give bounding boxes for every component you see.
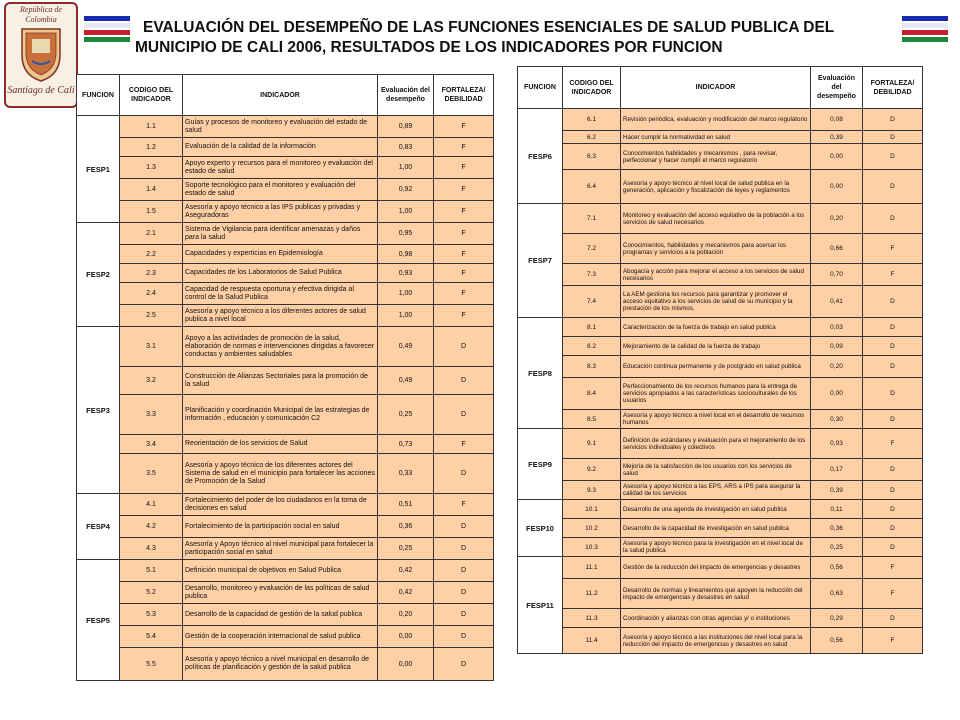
stripe-band-2	[902, 23, 948, 28]
fortaleza-cell: D	[863, 378, 923, 410]
indicators-table-left	[76, 74, 494, 681]
header-fortaleza: FORTALEZA/ DEBILIDAD	[434, 75, 494, 116]
fortaleza-cell: F	[434, 494, 494, 516]
table-row	[77, 283, 494, 305]
codigo-cell: 7.1	[563, 204, 621, 234]
codigo-cell: 7.4	[563, 286, 621, 318]
codigo-cell: 2.3	[120, 264, 183, 283]
fortaleza-cell: F	[434, 264, 494, 283]
fortaleza-cell: D	[434, 538, 494, 560]
indicador-cell: Guías y procesos de monitoreo y evaluación del estado de salud	[183, 116, 378, 138]
fortaleza-cell: F	[434, 435, 494, 454]
codigo-cell: 2.5	[120, 305, 183, 327]
evaluacion-cell: 0,36	[811, 519, 863, 538]
indicador-cell: Abogacía y acción para mejorar el acceso a los servicios de salud necesarios	[621, 264, 811, 286]
stripe-band-1	[902, 16, 948, 21]
indicador-cell: Fortalecimiento del poder de los ciudadanos en la toma de decisiones en salud	[183, 494, 378, 516]
codigo-cell: 3.4	[120, 435, 183, 454]
codigo-cell: 5.3	[120, 604, 183, 626]
table-row	[518, 579, 923, 609]
fortaleza-cell: D	[863, 318, 923, 337]
codigo-cell: 2.2	[120, 245, 183, 264]
fortaleza-cell: D	[863, 459, 923, 481]
evaluacion-cell: 0,51	[378, 494, 434, 516]
evaluacion-cell: 0,00	[811, 144, 863, 170]
header-evaluacion: Evaluación del desempeño	[378, 75, 434, 116]
evaluacion-cell: 0,25	[378, 395, 434, 435]
table-row	[77, 223, 494, 245]
codigo-cell: 1.5	[120, 201, 183, 223]
fortaleza-cell: D	[863, 144, 923, 170]
table-row	[518, 628, 923, 654]
evaluacion-cell: 0,42	[378, 582, 434, 604]
indicador-cell: Apoyo a las actividades de promoción de la salud, elaboración de normas e intervenciones dirigidas a favorecer conductas y ambientes saludables	[183, 327, 378, 367]
table-row	[77, 201, 494, 223]
header-fortaleza: FORTALEZA/ DEBILIDAD	[863, 67, 923, 109]
evaluacion-cell: 0,89	[378, 116, 434, 138]
evaluacion-cell: 0,56	[811, 557, 863, 579]
table-row	[77, 494, 494, 516]
codigo-cell: 5.2	[120, 582, 183, 604]
table-row	[77, 305, 494, 327]
fortaleza-cell: F	[434, 245, 494, 264]
funcion-cell: FESP10	[518, 500, 563, 557]
indicador-cell: La AEM gestiona los recursos para garantizar y promover el acceso equitativo a los servicios de salud de su municipio y la prestación de los mismos.	[621, 286, 811, 318]
table-row	[77, 582, 494, 604]
indicador-cell: Gestión de la reducción del impacto de emergencias y desastres	[621, 557, 811, 579]
evaluacion-cell: 0,93	[378, 264, 434, 283]
evaluacion-cell: 0,11	[811, 500, 863, 519]
table-row	[77, 516, 494, 538]
fortaleza-cell: D	[863, 538, 923, 557]
codigo-cell: 3.5	[120, 454, 183, 494]
codigo-cell: 1.3	[120, 157, 183, 179]
table-row	[77, 264, 494, 283]
fortaleza-cell: D	[863, 204, 923, 234]
indicador-cell: Asesoría y apoyo técnico al nivel local de salud publica en la generación, aplicación y fiscalización de leyes y reglamentos	[621, 170, 811, 204]
codigo-cell: 4.2	[120, 516, 183, 538]
table-row	[518, 378, 923, 410]
codigo-cell: 5.1	[120, 560, 183, 582]
evaluacion-cell: 0,93	[811, 429, 863, 459]
fortaleza-cell: F	[434, 179, 494, 201]
table-row	[518, 286, 923, 318]
codigo-cell: 2.4	[120, 283, 183, 305]
evaluacion-cell: 1,00	[378, 157, 434, 179]
indicador-cell: Definición municipal de objetivos en Salud Publica	[183, 560, 378, 582]
indicador-cell: Perfeccionamiento de los recursos humanos para la entrega de servicios apropiados a las características socioculturales de los usuarios	[621, 378, 811, 410]
fortaleza-cell: D	[434, 454, 494, 494]
table-row	[518, 500, 923, 519]
codigo-cell: 7.3	[563, 264, 621, 286]
funcion-cell: FESP2	[77, 223, 120, 327]
table-row	[77, 116, 494, 138]
fortaleza-cell: F	[863, 579, 923, 609]
evaluacion-cell: 0,39	[811, 481, 863, 500]
funcion-cell: FESP6	[518, 109, 563, 204]
indicador-cell: Definición de estándares y evaluación para el mejoramiento de los servicios individuales y colectivos	[621, 429, 811, 459]
table-row	[77, 648, 494, 681]
fortaleza-cell: D	[863, 519, 923, 538]
table-row	[518, 356, 923, 378]
table-row	[77, 435, 494, 454]
table-row	[77, 604, 494, 626]
table-row	[518, 429, 923, 459]
logo-line-3: Santiago de Cali	[7, 85, 75, 96]
funcion-cell: FESP1	[77, 116, 120, 223]
codigo-cell: 11.2	[563, 579, 621, 609]
indicador-cell: Gestión de la cooperación internacional de salud publica	[183, 626, 378, 648]
codigo-cell: 10.1	[563, 500, 621, 519]
page-title	[135, 18, 834, 58]
evaluacion-cell: 0,30	[811, 410, 863, 429]
indicador-cell: Mejoría de la satisfacción de los usuarios con los servicios de salud	[621, 459, 811, 481]
table-row	[518, 204, 923, 234]
table-row	[518, 609, 923, 628]
table-row	[77, 245, 494, 264]
flag-stripe-right	[902, 16, 948, 42]
fortaleza-cell: F	[863, 234, 923, 264]
fortaleza-cell: F	[434, 157, 494, 179]
table-row	[518, 234, 923, 264]
header-evaluacion: Evaluación del desempeño	[811, 67, 863, 109]
indicador-cell: Asesoría y apoyo técnico de los diferentes actores del Sistema de salud en el municipio para fortalecer las acciones de Promoción de la Salud	[183, 454, 378, 494]
fortaleza-cell: F	[434, 223, 494, 245]
indicador-cell: Desarrollo de normas y lineamientos que apoyen la reducción del impacto de emergencias y desastres en salud	[621, 579, 811, 609]
indicador-cell: Educación continua permanente y de postgrado en salud publica	[621, 356, 811, 378]
header-codigo: CODIGO DEL INDICADOR	[120, 75, 183, 116]
evaluacion-cell: 0,03	[811, 318, 863, 337]
indicador-cell: Apoyo experto y recursos para el monitoreo y evaluación del estado de salud	[183, 157, 378, 179]
evaluacion-cell: 0,25	[811, 538, 863, 557]
evaluacion-cell: 0,70	[811, 264, 863, 286]
fortaleza-cell: D	[434, 604, 494, 626]
fortaleza-cell: D	[434, 626, 494, 648]
codigo-cell: 9.2	[563, 459, 621, 481]
table-row	[518, 264, 923, 286]
evaluacion-cell: 0,63	[811, 579, 863, 609]
fortaleza-cell: D	[863, 481, 923, 500]
evaluacion-cell: 0,20	[811, 204, 863, 234]
evaluacion-cell: 0,41	[811, 286, 863, 318]
indicador-cell: Asesoría y apoyo técnico a las EPS, ARS a IPS para asegurar la calidad de los servicios	[621, 481, 811, 500]
codigo-cell: 3.2	[120, 367, 183, 395]
evaluacion-cell: 0,09	[811, 337, 863, 356]
table-row	[77, 538, 494, 560]
evaluacion-cell: 1,00	[378, 283, 434, 305]
fortaleza-cell: D	[434, 367, 494, 395]
codigo-cell: 2.1	[120, 223, 183, 245]
indicador-cell: Caracterización de la fuerza de trabajo en salud publica	[621, 318, 811, 337]
evaluacion-cell: 0,08	[811, 109, 863, 131]
table-row	[518, 144, 923, 170]
fortaleza-cell: D	[863, 109, 923, 131]
table-row	[77, 560, 494, 582]
codigo-cell: 11.1	[563, 557, 621, 579]
table-row	[77, 138, 494, 157]
evaluacion-cell: 0,56	[811, 628, 863, 654]
codigo-cell: 3.3	[120, 395, 183, 435]
codigo-cell: 4.1	[120, 494, 183, 516]
fortaleza-cell: D	[434, 327, 494, 367]
indicators-table-right	[517, 66, 923, 654]
fortaleza-cell: D	[863, 286, 923, 318]
fortaleza-cell: D	[863, 609, 923, 628]
indicador-cell: Evaluación de la calidad de la información	[183, 138, 378, 157]
evaluacion-cell: 0,49	[378, 367, 434, 395]
indicador-cell: Revisión periódica, evaluación y modificación del marco regulatorio	[621, 109, 811, 131]
table-row	[77, 454, 494, 494]
evaluacion-cell: 0,73	[378, 435, 434, 454]
fortaleza-cell: F	[863, 628, 923, 654]
codigo-cell: 1.4	[120, 179, 183, 201]
indicador-cell: Desarrollo de una agenda de investigación en salud publica	[621, 500, 811, 519]
logo-line-1: República de	[20, 5, 62, 14]
evaluacion-cell: 0,25	[378, 538, 434, 560]
codigo-cell: 8.4	[563, 378, 621, 410]
fortaleza-cell: F	[863, 264, 923, 286]
table-row	[518, 519, 923, 538]
header-funcion: FUNCION	[77, 75, 120, 116]
coat-of-arms-icon	[18, 25, 64, 83]
logo-line-2: Colombia	[25, 15, 57, 24]
indicador-cell: Sistema de Vigilancia para identificar amenazas y daños para la salud	[183, 223, 378, 245]
stripe-band-4	[84, 37, 130, 42]
fortaleza-cell: F	[434, 283, 494, 305]
indicador-cell: Asesoría y Apoyo técnico al nivel municipal para fortalecer la participación social en salud	[183, 538, 378, 560]
title-line-2: MUNICIPIO DE CALI 2006, RESULTADOS DE LOS INDICADORES POR FUNCION	[135, 39, 723, 56]
evaluacion-cell: 0,83	[378, 138, 434, 157]
fortaleza-cell: D	[863, 500, 923, 519]
table-row	[518, 538, 923, 557]
fortaleza-cell: F	[434, 116, 494, 138]
fortaleza-cell: F	[863, 557, 923, 579]
stripe-band-3	[902, 30, 948, 35]
codigo-cell: 4.3	[120, 538, 183, 560]
indicador-cell: Asesoría y apoyo técnico a las instituciones del nivel local para la reducción del impacto de emergencias y desastres en salud	[621, 628, 811, 654]
fortaleza-cell: D	[863, 410, 923, 429]
indicador-cell: Mejoramiento de la calidad de la fuerza de trabajo	[621, 337, 811, 356]
evaluacion-cell: 0,29	[811, 609, 863, 628]
codigo-cell: 9.1	[563, 429, 621, 459]
indicador-cell: Conocimientos, habilidades y mecanismos para acercar los programas y servicios a la población	[621, 234, 811, 264]
codigo-cell: 9.3	[563, 481, 621, 500]
indicador-cell: Capacidad de respuesta oportuna y efectiva dirigida al control de la Salud Publica	[183, 283, 378, 305]
indicador-cell: Asesoría y apoyo técnico a nivel municipal en desarrollo de políticas de planificación y gestión de la salud publica	[183, 648, 378, 681]
evaluacion-cell: 0,33	[378, 454, 434, 494]
evaluacion-cell: 0,00	[378, 648, 434, 681]
evaluacion-cell: 0,00	[811, 378, 863, 410]
evaluacion-cell: 0,20	[811, 356, 863, 378]
funcion-cell: FESP8	[518, 318, 563, 429]
fortaleza-cell: F	[434, 201, 494, 223]
table-row	[518, 557, 923, 579]
indicador-cell: Capacidades de los Laboratorios de Salud Publica	[183, 264, 378, 283]
evaluacion-cell: 0,42	[378, 560, 434, 582]
codigo-cell: 6.1	[563, 109, 621, 131]
evaluacion-cell: 0,98	[378, 245, 434, 264]
fortaleza-cell: F	[434, 138, 494, 157]
codigo-cell: 8.3	[563, 356, 621, 378]
indicador-cell: Desarrollo de la capacidad de gestión de la salud publica	[183, 604, 378, 626]
header-indicador: INDICADOR	[621, 67, 811, 109]
codigo-cell: 8.1	[563, 318, 621, 337]
stripe-band-1	[84, 16, 130, 21]
codigo-cell: 3.1	[120, 327, 183, 367]
evaluacion-cell: 0,36	[378, 516, 434, 538]
stripe-band-2	[84, 23, 130, 28]
fortaleza-cell: F	[863, 429, 923, 459]
evaluacion-cell: 0,00	[378, 626, 434, 648]
indicador-cell: Asesoría y apoyo técnico a los diferentes actores de salud publica a nivel local	[183, 305, 378, 327]
indicador-cell: Conocimientos habilidades y mecanismos , para revisar, perfeccionar y hacer cumplir el marco regulatorio	[621, 144, 811, 170]
indicador-cell: Asesoría y apoyo técnico para la investigación en el nivel local de la salud publica	[621, 538, 811, 557]
funcion-cell: FESP11	[518, 557, 563, 654]
table-row	[518, 170, 923, 204]
fortaleza-cell: D	[863, 170, 923, 204]
evaluacion-cell: 1,00	[378, 201, 434, 223]
indicador-cell: Desarrollo de la capacidad de investigación en salud publica	[621, 519, 811, 538]
codigo-cell: 6.4	[563, 170, 621, 204]
header-codigo: CODIGO DEL INDICADOR	[563, 67, 621, 109]
title-line-1: EVALUACIÓN DEL DESEMPEÑO DE LAS FUNCIONES ESENCIALES DE SALUD PUBLICA DEL	[143, 19, 835, 36]
stripe-band-4	[902, 37, 948, 42]
table-row	[518, 109, 923, 131]
table-row	[77, 157, 494, 179]
indicador-cell: Construcción de Alianzas Sectoriales para la promoción de la salud	[183, 367, 378, 395]
evaluacion-cell: 0,00	[811, 170, 863, 204]
codigo-cell: 11.4	[563, 628, 621, 654]
codigo-cell: 6.2	[563, 131, 621, 144]
codigo-cell: 8.2	[563, 337, 621, 356]
fortaleza-cell: D	[434, 560, 494, 582]
indicador-cell: Hacer cumplir la normatividad en salud	[621, 131, 811, 144]
fortaleza-cell: D	[863, 131, 923, 144]
fortaleza-cell: D	[863, 337, 923, 356]
evaluacion-cell: 0,20	[378, 604, 434, 626]
fortaleza-cell: D	[434, 648, 494, 681]
codigo-cell: 10.3	[563, 538, 621, 557]
table-row	[77, 626, 494, 648]
indicador-cell: Planificación y coordinación Municipal de las estrategias de información , educación y comunicación C2	[183, 395, 378, 435]
funcion-cell: FESP9	[518, 429, 563, 500]
table-row	[518, 459, 923, 481]
header-funcion: FUNCION	[518, 67, 563, 109]
table-row	[518, 481, 923, 500]
city-logo	[4, 2, 78, 108]
funcion-cell: FESP7	[518, 204, 563, 318]
codigo-cell: 1.2	[120, 138, 183, 157]
indicador-cell: Soporte tecnológico para el monitoreo y evaluación del estado de salud	[183, 179, 378, 201]
table-row	[77, 367, 494, 395]
indicador-cell: Desarrollo, monitoreo y evaluación de las políticas de salud publica	[183, 582, 378, 604]
evaluacion-cell: 0,39	[811, 131, 863, 144]
funcion-cell: FESP5	[77, 560, 120, 681]
header-indicador: INDICADOR	[183, 75, 378, 116]
indicador-cell: Capacidades y experticias en Epidemiología	[183, 245, 378, 264]
indicador-cell: Fortalecimiento de la participación social en salud	[183, 516, 378, 538]
fortaleza-cell: F	[434, 305, 494, 327]
evaluacion-cell: 1,00	[378, 305, 434, 327]
table-row	[77, 327, 494, 367]
flag-stripe-left	[84, 16, 130, 42]
evaluacion-cell: 0,92	[378, 179, 434, 201]
evaluacion-cell: 0,66	[811, 234, 863, 264]
table-row	[77, 395, 494, 435]
indicador-cell: Coordinación y alianzas con otras agencias y/ o instituciones	[621, 609, 811, 628]
table-row	[518, 410, 923, 429]
table-row	[518, 337, 923, 356]
indicador-cell: Asesoría y apoyo técnico a las IPS publicas y privadas y Aseguradoras	[183, 201, 378, 223]
codigo-cell: 5.4	[120, 626, 183, 648]
indicador-cell: Reorientación de los servicios de Salud	[183, 435, 378, 454]
codigo-cell: 7.2	[563, 234, 621, 264]
fortaleza-cell: D	[434, 582, 494, 604]
codigo-cell: 8.5	[563, 410, 621, 429]
fortaleza-cell: D	[434, 516, 494, 538]
table-row	[518, 131, 923, 144]
table-row	[77, 179, 494, 201]
funcion-cell: FESP4	[77, 494, 120, 560]
stripe-band-3	[84, 30, 130, 35]
indicador-cell: Monitoreo y evaluación del acceso equitativo de la población a los servicios de salud necesarios	[621, 204, 811, 234]
fortaleza-cell: D	[434, 395, 494, 435]
evaluacion-cell: 0,49	[378, 327, 434, 367]
evaluacion-cell: 0,95	[378, 223, 434, 245]
funcion-cell: FESP3	[77, 327, 120, 494]
fortaleza-cell: D	[863, 356, 923, 378]
evaluacion-cell: 0,17	[811, 459, 863, 481]
indicador-cell: Asesoría y apoyo técnico a nivel local en el desarrollo de recursos humanos	[621, 410, 811, 429]
table-row	[518, 318, 923, 337]
codigo-cell: 5.5	[120, 648, 183, 681]
codigo-cell: 1.1	[120, 116, 183, 138]
codigo-cell: 6.3	[563, 144, 621, 170]
codigo-cell: 11.3	[563, 609, 621, 628]
codigo-cell: 10.2	[563, 519, 621, 538]
